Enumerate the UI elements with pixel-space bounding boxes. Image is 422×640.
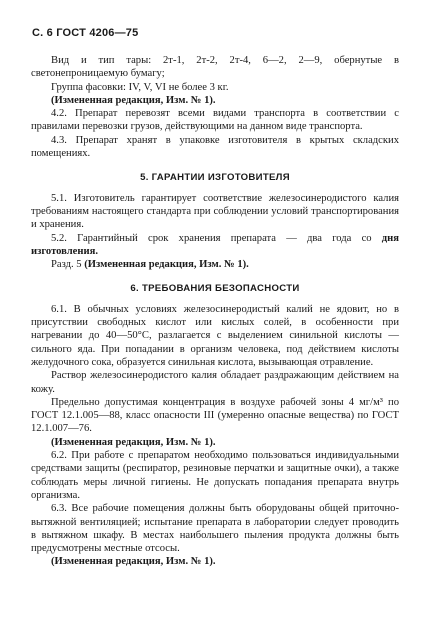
packaging-type-paragraph: Вид и тип тары: 2т-1, 2т-2, 2т-4, 6—2, 2—9, обернутые в светонепроницаемую бумагу; [31, 55, 399, 80]
clause-5-2 [31, 232, 399, 259]
amendment-note: (Измененная редакция, Изм. № 1). [51, 556, 216, 568]
clause-5-1: 5.1. Изготовитель гарантирует соответствие железосинеродистого калия требованиям настоящего стандарта при соблюдении условий транспортирования и хранения. [31, 192, 399, 231]
clause-4-2: 4.2. Препарат перевозят всеми видами транспорта в соответствии с правилами перевозки грузов, действующими на данном виде транспорта. [31, 108, 399, 133]
section-5-amendment-label: Разд. 5 [51, 259, 85, 271]
clause-6-3: 6.3. Все рабочие помещения должны быть оборудованы общей приточно-вытяжной вентиляцией; испытание препарата в лаборатории следует проводить в вытяжном шкафу. В местах наибольшего пыления продукта должны быть предусмотрены местные отсосы. [31, 503, 399, 555]
clause-6-1: 6.1. В обычных условиях железосинеродистый калий не ядовит, но в присутствии свободных кислот или кислых солей, в особенности при нагревании до 40—50°С, разлагается с выделением синильной кислоты — сильного яда. При попадании в организм человека, под действием кислоты желудочного сока, образуется синильная кислота, вызывающая отравление. [31, 303, 399, 368]
section-6-heading: 6. ТРЕБОВАНИЯ БЕЗОПАСНОСТИ [130, 283, 300, 295]
exposure-limit-paragraph: Предельно допустимая концентрация в воздухе рабочей зоны 4 мг/м³ по ГОСТ 12.1.005—88, класс опасности III (умеренно опасные вещества) по ГОСТ 12.1.007—76. [31, 396, 399, 435]
amendment-note: (Измененная редакция, Изм. № 1). [51, 94, 216, 106]
skin-irritation-paragraph: Раствор железосинеродистого калия обладает раздражающим действием на кожу. [31, 370, 399, 395]
clause-4-3: 4.3. Препарат хранят в упаковке изготовителя в крытых складских помещениях. [31, 134, 399, 160]
amendment-note: (Измененная редакция, Изм. № 1). [51, 436, 216, 448]
document-body [31, 54, 399, 569]
clause-6-2: 6.2. При работе с препаратом необходимо пользоваться индивидуальными средствами защиты (респиратор, резиновые перчатки и защитные очки), а также соблюдать меры личной гигиены. Не допускать попадания препарата внутрь организма. [31, 450, 399, 501]
section-5-amendment [31, 258, 399, 271]
page-header: С. 6 ГОСТ 4206—75 [32, 27, 139, 39]
clause-5-2-emphasis: дня изготовления. [31, 232, 399, 257]
section-5-amendment-note: (Измененная редакция, Изм. № 1). [84, 259, 249, 271]
section-5-heading: 5. ГАРАНТИИ ИЗГОТОВИТЕЛЯ [140, 172, 290, 184]
clause-5-2-text: 5.2. Гарантийный срок хранения препарата — два года со [51, 232, 382, 244]
packaging-group-paragraph: Группа фасовки: IV, V, VI не более 3 кг. [51, 81, 229, 93]
